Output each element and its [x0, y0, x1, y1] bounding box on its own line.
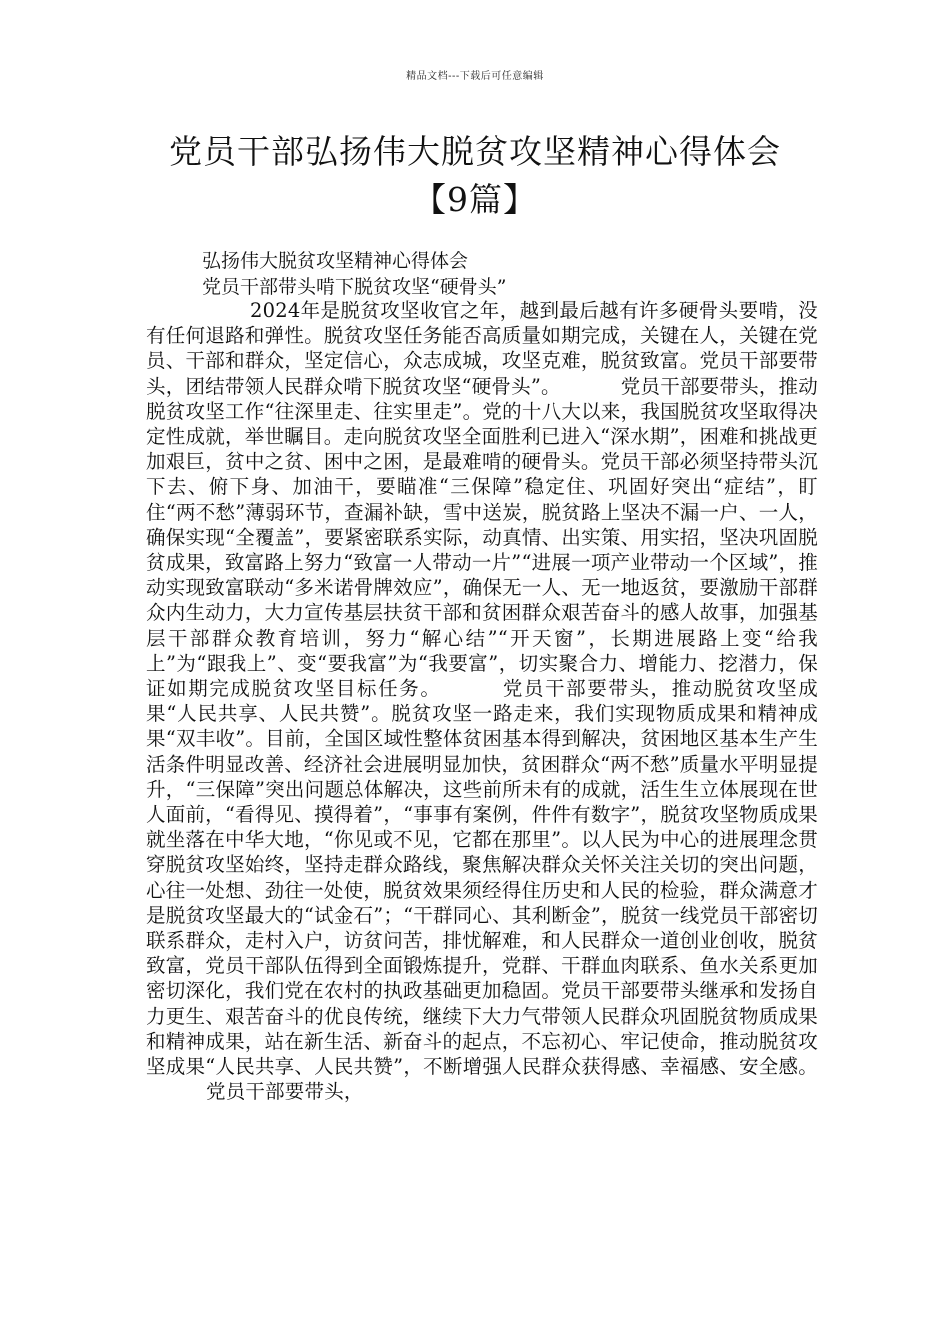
- body-text: [146, 298, 818, 1105]
- title-line-1: 党员干部弘扬伟大脱贫攻坚精神心得体会: [169, 132, 781, 171]
- paragraph-4-start: 党员干部要带头，: [206, 1080, 364, 1104]
- section-subtitle: 党员干部带头啃下脱贫攻坚“硬骨头”: [202, 276, 507, 298]
- paragraph-1: 2024年是脱贫攻坚收官之年，越到最后越有许多硬骨头要啃，没有任何退路和弹性。脱贫攻坚任务能否高质量如期完成，关键在人，关键在党员、干部和群众，坚定信心，众志成城，攻坚克难，脱贫致富。党员干部要带头，团结带领人民群众啃下脱贫攻坚“硬骨头”。: [146, 299, 818, 398]
- section-title: 弘扬伟大脱贫攻坚精神心得体会: [202, 250, 469, 272]
- header-note: 精品文档---下载后可任意编辑: [406, 71, 544, 82]
- paragraph-2: 党员干部要带头，推动脱贫攻坚工作“往深里走、往实里走”。党的十八大以来，我国脱贫攻坚取得决定性成就，举世瞩目。走向脱贫攻坚全面胜利已进入“深水期”，困难和挑战更加艰巨，贫中之贫、困中之困，是最难啃的硬骨头。党员干部必须坚持带头沉下去、俯下身、加油干，要瞄准“三保障”稳定住、巩固好突出“症结”，盯住“两不愁”薄弱环节，查漏补缺，雪中送炭，脱贫路上坚决不漏一户、一人，确保实现“全覆盖”，要紧密联系实际，动真情、出实策、用实招，坚决巩固脱贫成果，致富路上努力“致富一人带动一片”“进展一项产业带动一个区域”，推动实现致富联动“多米诺骨牌效应”，确保无一人、无一地返贫，要激励干部群众内生动力，大力宣传基层扶贫干部和贫困群众艰苦奋斗的感人故事，加强基层干部群众教育培训，努力“解心结”“开天窗”，长期进展路上变“给我上”为“跟我上”、变“要我富”为“我要富”，切实聚合力、增能力、挖潜力，保证如期完成脱贫攻坚目标任务。: [146, 374, 818, 701]
- title-line-2: 【9篇】: [413, 180, 537, 219]
- section-heading-block: [202, 248, 506, 300]
- paragraph-3: 党员干部要带头，推动脱贫攻坚成果“人民共享、人民共赞”。脱贫攻坚一路走来，我们实现物质成果和精神成果“双丰收”。目前，全国区域性整体贫困基本得到解决，贫困地区基本生产生活条件明显改善、经济社会进展明显加快，贫困群众“两不愁”质量水平明显提升，“三保障”突出问题总体解决，这些前所未有的成就，活生生立体展现在世人面前，“看得见、摸得着”，“事事有案例，件件有数字”，脱贫攻坚物质成果就坐落在中华大地，“你见或不见，它都在那里”。以人民为中心的进展理念贯穿脱贫攻坚始终，坚持走群众路线，聚焦解决群众关怀关注关切的突出问题，心往一处想、劲往一处使，脱贫效果须经得住历史和人民的检验，群众满意才是脱贫攻坚最大的“试金石”；“干群同心、其利断金”，脱贫一线党员干部密切联系群众，走村入户，访贫问苦，排忧解难，和人民群众一道创业创收，脱贫致富，党员干部队伍得到全面锻炼提升，党群、干群血肉联系、鱼水关系更加密切深化，我们党在农村的执政基础更加稳固。党员干部要带头继承和发扬自力更生、艰苦奋斗的优良传统，继续下大力气带领人民群众巩固脱贫物质成果和精神成果，站在新生活、新奋斗的起点，不忘初心、牢记使命，推动脱贫攻坚成果“人民共享、人民共赞”，不断增强人民群众获得感、幸福感、安全感。: [146, 677, 818, 1079]
- page-title: [120, 128, 830, 224]
